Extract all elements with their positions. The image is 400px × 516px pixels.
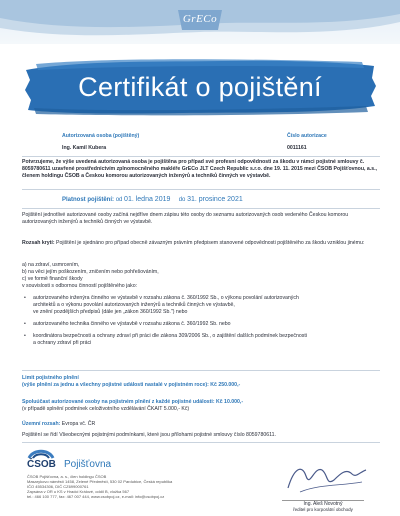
signatory-title: ředitel pro korporátní obchody <box>293 507 353 512</box>
divider <box>22 370 380 371</box>
scope-connection: v souvislosti s odbornou činností pojištěného jako: <box>22 283 138 289</box>
greco-logo: GrECo <box>182 13 218 25</box>
csob-brand: ČSOB <box>27 459 56 470</box>
scope-item: a) na zdraví, usmrcením, <box>22 262 80 268</box>
divider <box>22 442 380 443</box>
intro-text: Pojištění jednotlivé autorizované osoby začíná nejdříve dnem zápisu této osoby do seznamu autorizovaných osob vedeného Českou komorou autorizovaných inženýrů a techniků činných ve výstavbě. <box>22 212 349 225</box>
page-title: Certifikát o pojištění <box>78 72 322 102</box>
insured-name: Ing. Kamil Kubera <box>62 145 107 151</box>
signatory-name: Ing. Aleš Novotný <box>303 501 343 507</box>
company-line: tel.: 466 100 777, fax: 467 007 444, www.csobpoj.cz, e-mail: info@csobpoj.cz <box>27 494 165 499</box>
company-line: IČO 45534306, DIČ CZ699000761 <box>27 484 89 489</box>
validity-to: 31. prosince 2021 <box>187 196 243 203</box>
divider <box>22 156 380 157</box>
validity-from-word: od <box>115 197 123 203</box>
divider <box>22 189 380 190</box>
scope-label: Rozsah krytí: <box>22 240 55 246</box>
insured-label <box>62 133 139 140</box>
limit-heading: Limit pojistného plnění <box>22 375 79 381</box>
bullet-line: architektů a o výkonu povolání autorizovaných inženýrů a techniků činných ve výstavbě, <box>33 302 235 308</box>
company-line: Zapsána v OR u KS v Hradci Králové, oddíl B, vložka 567 <box>27 489 130 494</box>
territory-row <box>22 421 95 428</box>
csob-logo-icon <box>27 446 55 460</box>
bullet-line: autorizovaného inženýra činného ve výstavbě v rozsahu zákona č. 360/1992 Sb., o výkonu povolání autorizovaných <box>33 295 299 301</box>
company-line: ČSOB Pojišťovna, a. s., člen holdingu ČSOB <box>27 474 107 479</box>
bullet-line: a ochrany zdraví při práci <box>33 340 92 346</box>
scope-item: b) na věci jejím poškozením, zničením nebo pohřešováním, <box>22 269 159 275</box>
validity-to-word: do <box>178 197 186 203</box>
scope-text: Pojištění je sjednáno pro případ obecně závazným právním předpisem stanovené odpovědnosti pojištěného za škodu vzniklou jinému: <box>56 240 365 246</box>
insured-label-text: Autorizovaná osoba (pojištěný) <box>62 133 140 139</box>
company-line: Masarykovo náměstí 1458, Zelené Předměstí, 530 02 Pardubice, Česká republika <box>27 479 173 484</box>
territory-value: Evropa vč. ČR <box>61 421 96 427</box>
validity-row <box>62 197 243 204</box>
bullet-dot: • <box>24 321 26 327</box>
limit-line: (výše plnění za jednu a všechny pojistné události nastalé v pojistném roce): Kč 250.000,- <box>22 382 241 388</box>
scope-paragraph <box>22 240 382 247</box>
top-band <box>0 0 400 44</box>
bullet-line: autorizovaného technika činného ve výstavbě v rozsahu zákona č. 360/1992 Sb. nebo <box>33 321 231 327</box>
auth-number: 0011161 <box>287 145 307 151</box>
csob-brand-suffix: Pojišťovna <box>64 459 112 470</box>
scope-item: c) ve formě finanční škody <box>22 276 83 282</box>
governing-text: Pojištění se řídí Všeobecnými pojistnými podmínkami, které jsou přílohami pojistné smlouvy číslo 8059780611. <box>22 432 276 438</box>
bullet-dot: • <box>24 295 26 301</box>
validity-label: Platnost pojištění: <box>62 197 115 203</box>
auth-number-label: Číslo autorizace <box>287 133 327 139</box>
bullet-line: ve znění pozdějších předpisů (dále jen „zákon 360/1992 Sb.") nebo <box>33 309 188 315</box>
bullet-dot: • <box>24 333 26 339</box>
deductible-note: (v případě splnění podmínek celoživotního vzdělávání ČKAIT 5.000,- Kč) <box>22 406 190 412</box>
signature-graphic <box>280 458 370 496</box>
deductible-line: Spoluúčast autorizované osoby na pojistném plnění z každé pojistné události: Kč 10.000,- <box>22 399 244 405</box>
validity-from: 01. ledna 2019 <box>124 196 171 203</box>
divider <box>22 208 380 209</box>
territory-label: Územní rozsah: <box>22 421 61 427</box>
confirmation-text: Potvrzujeme, že výše uvedená autorizovaná osoba je pojištěna pro případ své profesní odpovědnosti za škodu v rámci pojistné smlouvy č. 8059780611 uzavřené prostřednictvím zplnomocněného makléře GrECo JLT Czech Republic s.r.o. dne 19. 11. 2015 mezi ČSOB Pojišťovnou, a.s., členem holdingu ČSOB a Českou komorou autorizovaných inženýrů a techniků činných ve výstavbě. <box>22 159 377 179</box>
bullet-line: koordinátora bezpečnosti a ochrany zdraví při práci dle zákona 309/2006 Sb., o zajištění dalších podmínek bezpečnosti <box>33 333 307 339</box>
